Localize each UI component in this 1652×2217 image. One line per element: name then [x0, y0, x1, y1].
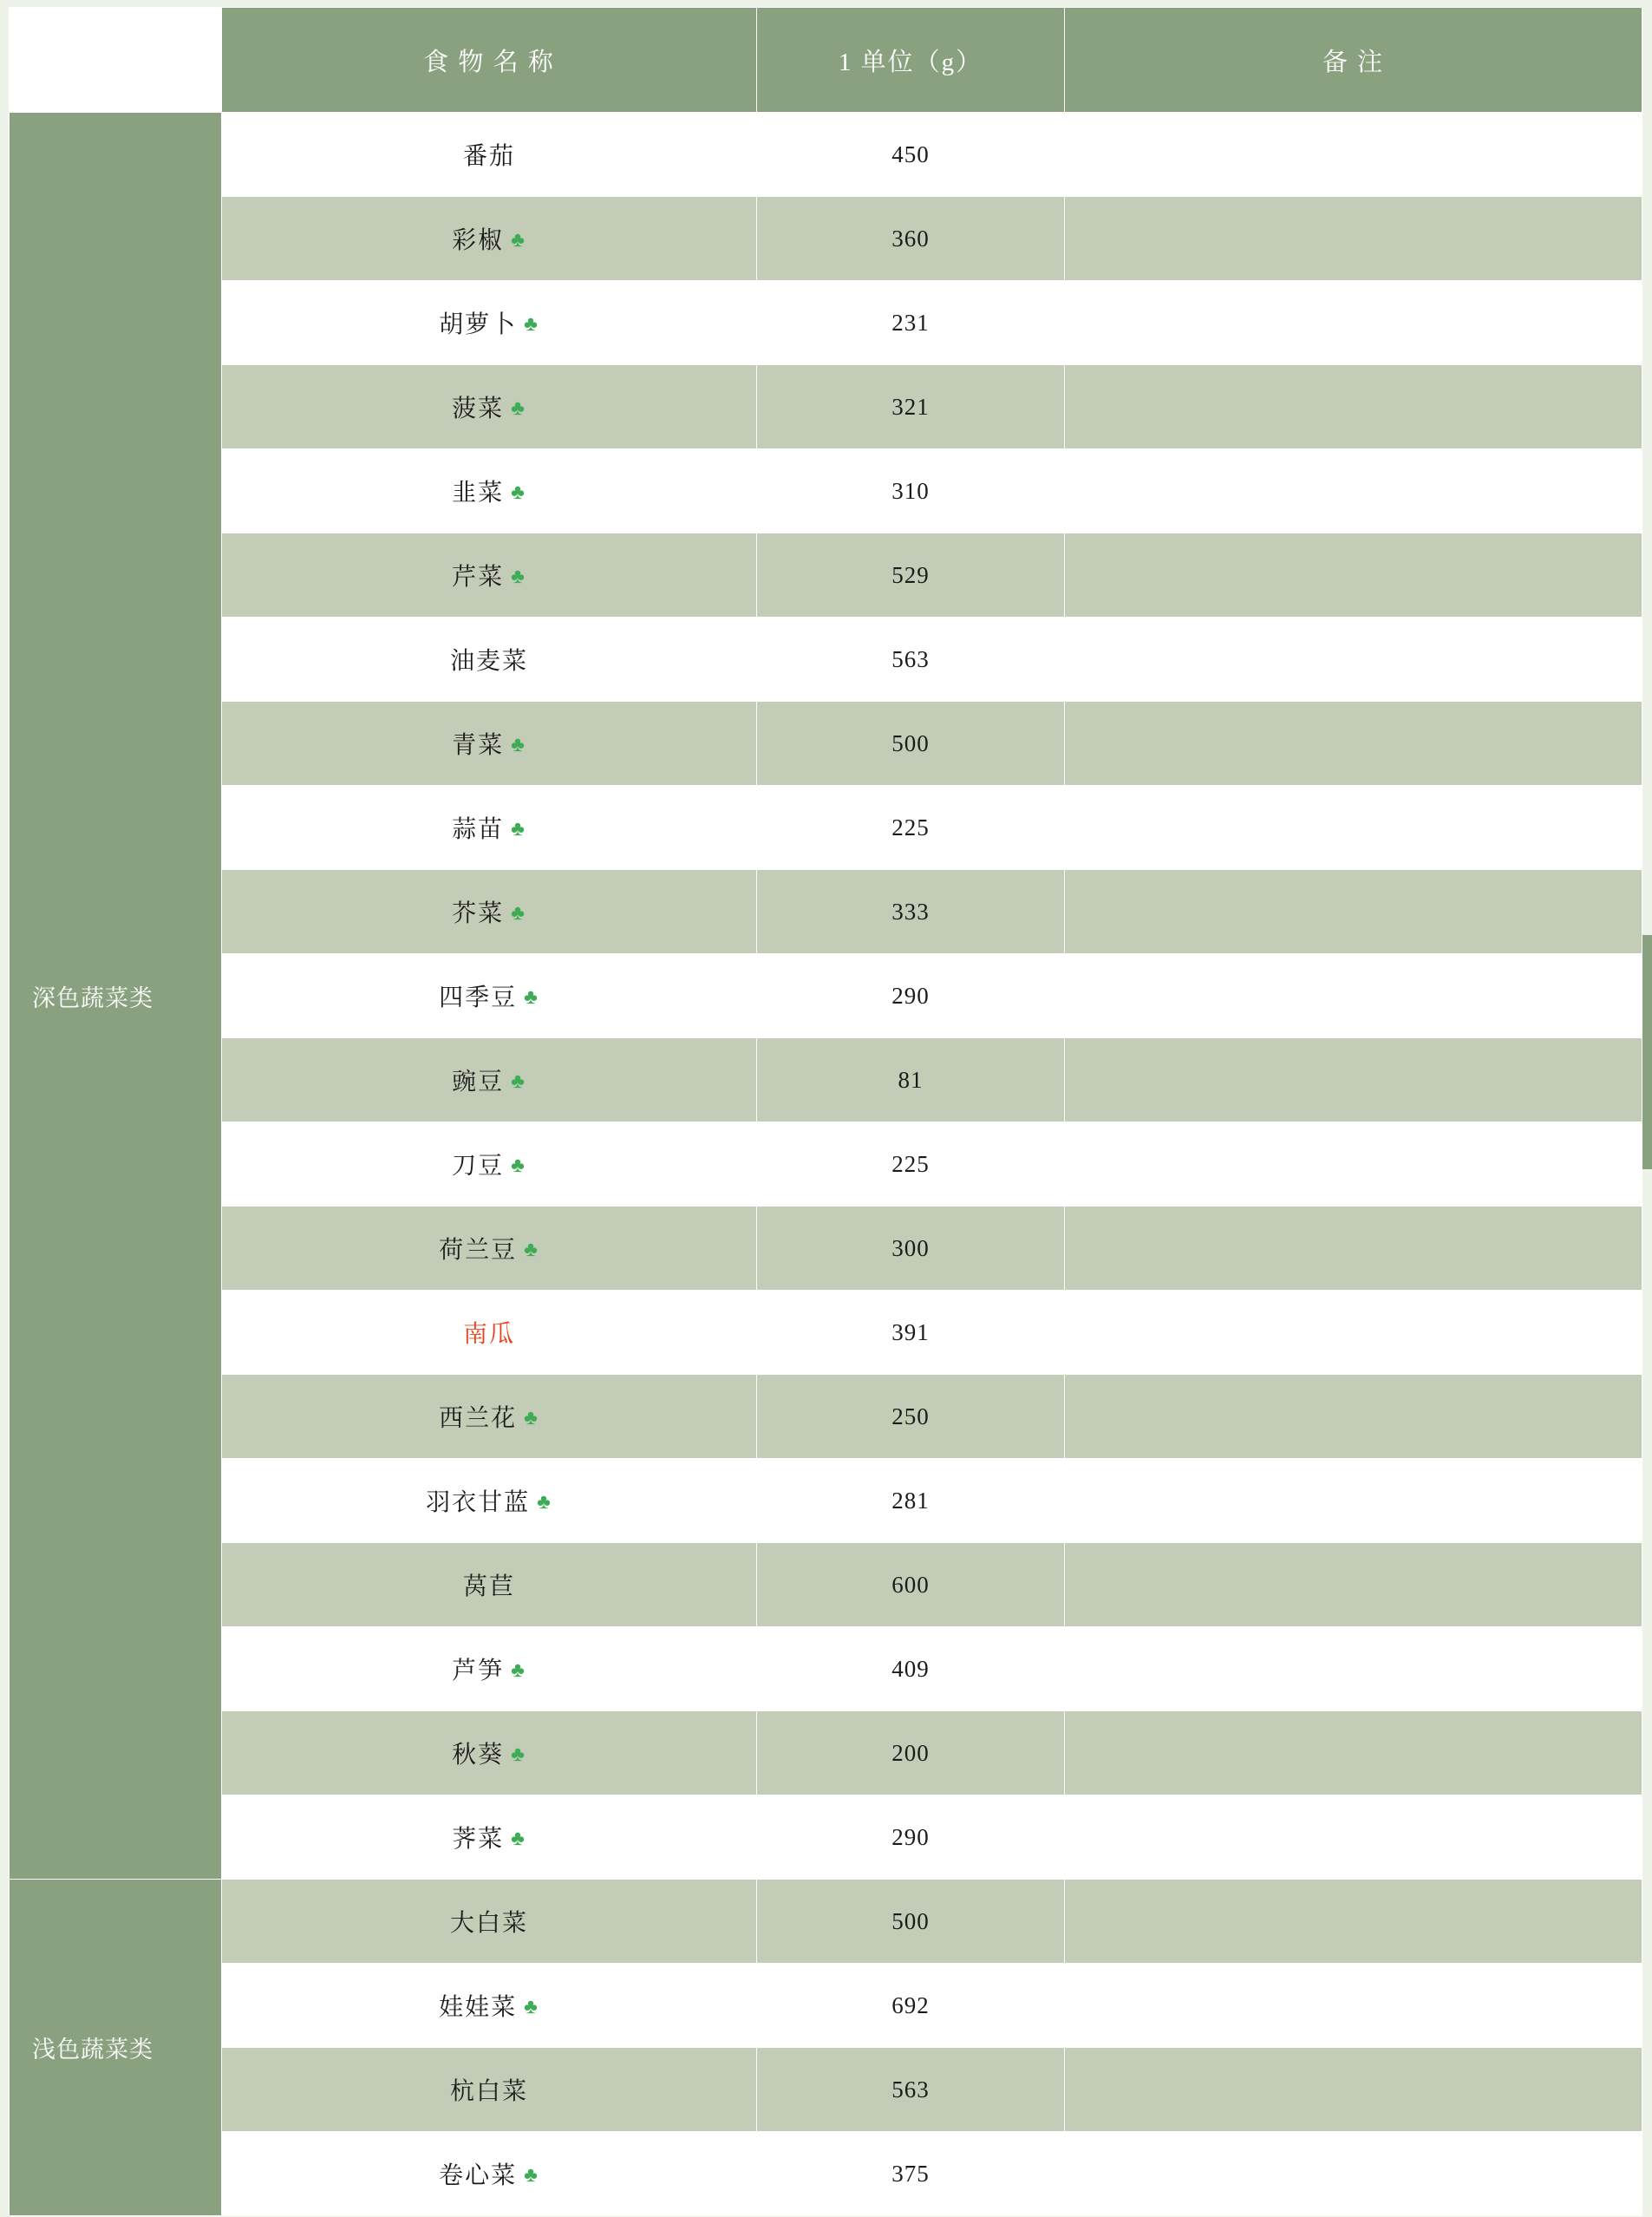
unit-grams-cell: 529: [757, 533, 1065, 618]
clover-icon: ♣: [511, 1070, 526, 1093]
table-row: [10, 1964, 1642, 2048]
unit-grams-cell: 563: [757, 2048, 1065, 2132]
food-name-cell: [222, 1038, 757, 1122]
unit-grams-cell: 563: [757, 618, 1065, 702]
food-table-wrapper: [9, 7, 1642, 2216]
food-name-text: 荠菜: [452, 1826, 505, 1853]
scroll-position-marker[interactable]: [1642, 935, 1652, 1169]
food-name-cell: [222, 1207, 757, 1291]
clover-icon: ♣: [511, 1743, 526, 1766]
table-row: [10, 533, 1642, 618]
clover-icon: ♣: [524, 1239, 539, 1261]
unit-grams-cell: 500: [757, 1880, 1065, 1964]
clover-icon: ♣: [511, 566, 526, 588]
table-row: [10, 1880, 1642, 1964]
food-name-cell: [222, 618, 757, 702]
table-row: [10, 1291, 1642, 1375]
note-cell: [1065, 702, 1642, 786]
unit-grams-cell: 391: [757, 1291, 1065, 1375]
unit-grams-cell: 231: [757, 281, 1065, 365]
table-row: [10, 1459, 1642, 1543]
clover-icon: ♣: [524, 2164, 539, 2187]
food-name-text: 四季豆: [439, 984, 518, 1011]
note-cell: [1065, 113, 1642, 197]
header-category: [10, 8, 222, 113]
note-cell: [1065, 1122, 1642, 1207]
table-row: [10, 702, 1642, 786]
table-row: [10, 618, 1642, 702]
unit-grams-cell: 360: [757, 197, 1065, 281]
note-cell: [1065, 197, 1642, 281]
food-unit-table: [9, 7, 1642, 2216]
note-cell: [1065, 618, 1642, 702]
category-cell: 深色蔬菜类: [10, 113, 222, 1880]
note-cell: [1065, 786, 1642, 870]
note-cell: [1065, 954, 1642, 1038]
food-name-text: 菠菜: [452, 396, 505, 422]
table-row: [10, 1795, 1642, 1880]
food-name-text: 韭菜: [452, 480, 505, 507]
food-name-cell: [222, 365, 757, 449]
unit-grams-cell: 225: [757, 786, 1065, 870]
table-body: [10, 113, 1642, 2216]
note-cell: [1065, 1711, 1642, 1795]
table-row: [10, 1543, 1642, 1627]
header-food-name: 食 物 名 称: [222, 8, 757, 113]
table-row: [10, 1122, 1642, 1207]
clover-icon: ♣: [524, 986, 539, 1009]
clover-icon: ♣: [511, 481, 526, 504]
unit-grams-cell: 409: [757, 1627, 1065, 1711]
food-name-cell: [222, 1711, 757, 1795]
food-name-cell: [222, 1291, 757, 1375]
table-row: [10, 197, 1642, 281]
table-row: [10, 2048, 1642, 2132]
food-name-text: 芦笋: [452, 1658, 505, 1684]
unit-grams-cell: 250: [757, 1375, 1065, 1459]
food-name-text: 荷兰豆: [439, 1237, 518, 1264]
table-row: [10, 113, 1642, 197]
clover-icon: ♣: [524, 313, 539, 336]
food-name-cell: [222, 1964, 757, 2048]
table-row: [10, 365, 1642, 449]
table-row: [10, 1207, 1642, 1291]
clover-icon: ♣: [511, 1659, 526, 1682]
table-row: [10, 954, 1642, 1038]
unit-grams-cell: 81: [757, 1038, 1065, 1122]
food-name-text: 豌豆: [452, 1069, 505, 1095]
food-name-cell: [222, 2132, 757, 2216]
food-name-cell: [222, 1880, 757, 1964]
unit-grams-cell: 500: [757, 702, 1065, 786]
note-cell: [1065, 281, 1642, 365]
food-name-text: 蒜苗: [452, 816, 505, 843]
unit-grams-cell: 300: [757, 1207, 1065, 1291]
table-row: [10, 870, 1642, 954]
food-name-text: 西兰花: [439, 1405, 518, 1432]
unit-grams-cell: 225: [757, 1122, 1065, 1207]
clover-icon: ♣: [511, 1154, 526, 1177]
header-note: 备 注: [1065, 8, 1642, 113]
note-cell: [1065, 1459, 1642, 1543]
clover-icon: ♣: [511, 397, 526, 420]
food-name-cell: [222, 870, 757, 954]
note-cell: [1065, 2048, 1642, 2132]
food-name-text: 娃娃菜: [439, 1994, 518, 2021]
clover-icon: ♣: [511, 229, 526, 252]
header-unit-grams: 1 单位（g）: [757, 8, 1065, 113]
unit-grams-cell: 375: [757, 2132, 1065, 2216]
category-cell: 浅色蔬菜类: [10, 1880, 222, 2216]
note-cell: [1065, 533, 1642, 618]
food-name-cell: [222, 2048, 757, 2132]
table-header: [10, 8, 1642, 113]
food-name-cell: [222, 197, 757, 281]
table-row: [10, 1038, 1642, 1122]
unit-grams-cell: 600: [757, 1543, 1065, 1627]
clover-icon: ♣: [511, 734, 526, 756]
note-cell: [1065, 1543, 1642, 1627]
table-row: [10, 786, 1642, 870]
note-cell: [1065, 1038, 1642, 1122]
food-name-text: 南瓜: [462, 1321, 515, 1348]
table-header-row: [10, 8, 1642, 113]
food-name-text: 卷心菜: [439, 2162, 518, 2189]
food-name-cell: [222, 449, 757, 533]
food-name-text: 青菜: [452, 732, 505, 759]
clover-icon: ♣: [511, 902, 526, 925]
table-row: [10, 449, 1642, 533]
unit-grams-cell: 321: [757, 365, 1065, 449]
note-cell: [1065, 1964, 1642, 2048]
table-row: [10, 1711, 1642, 1795]
clover-icon: ♣: [511, 818, 526, 840]
note-cell: [1065, 1880, 1642, 1964]
clover-icon: ♣: [524, 1996, 539, 2018]
food-name-text: 秋葵: [452, 1742, 505, 1769]
unit-grams-cell: 692: [757, 1964, 1065, 2048]
note-cell: [1065, 870, 1642, 954]
note-cell: [1065, 365, 1642, 449]
food-name-cell: [222, 1122, 757, 1207]
food-name-text: 大白菜: [449, 1910, 528, 1937]
food-name-cell: [222, 1627, 757, 1711]
food-name-text: 刀豆: [452, 1153, 505, 1180]
table-row: [10, 1627, 1642, 1711]
unit-grams-cell: 200: [757, 1711, 1065, 1795]
unit-grams-cell: 310: [757, 449, 1065, 533]
food-name-text: 羽衣甘蓝: [426, 1489, 531, 1516]
food-name-cell: [222, 1543, 757, 1627]
food-name-text: 杭白菜: [449, 2078, 528, 2105]
food-name-text: 胡萝卜: [439, 311, 518, 338]
food-name-cell: [222, 954, 757, 1038]
food-name-cell: [222, 113, 757, 197]
clover-icon: ♣: [537, 1491, 552, 1514]
food-name-cell: [222, 1795, 757, 1880]
food-name-text: 芹菜: [452, 564, 505, 591]
food-name-text: 芥菜: [452, 900, 505, 927]
unit-grams-cell: 333: [757, 870, 1065, 954]
food-name-cell: [222, 1459, 757, 1543]
unit-grams-cell: 281: [757, 1459, 1065, 1543]
food-name-cell: [222, 702, 757, 786]
unit-grams-cell: 290: [757, 954, 1065, 1038]
food-name-cell: [222, 281, 757, 365]
food-name-text: 油麦菜: [449, 648, 528, 675]
table-row: [10, 2132, 1642, 2216]
note-cell: [1065, 1375, 1642, 1459]
clover-icon: ♣: [524, 1407, 539, 1429]
note-cell: [1065, 2132, 1642, 2216]
clover-icon: ♣: [511, 1828, 526, 1850]
note-cell: [1065, 1627, 1642, 1711]
table-row: [10, 1375, 1642, 1459]
page-top-margin: [0, 0, 1652, 7]
table-row: [10, 281, 1642, 365]
food-name-cell: [222, 786, 757, 870]
food-name-cell: [222, 1375, 757, 1459]
note-cell: [1065, 449, 1642, 533]
page-left-margin: [0, 0, 9, 2217]
food-name-text: 番茄: [462, 143, 515, 170]
food-name-cell: [222, 533, 757, 618]
note-cell: [1065, 1291, 1642, 1375]
food-name-text: 莴苣: [462, 1573, 515, 1600]
unit-grams-cell: 290: [757, 1795, 1065, 1880]
food-name-text: 彩椒: [452, 227, 505, 254]
note-cell: [1065, 1795, 1642, 1880]
note-cell: [1065, 1207, 1642, 1291]
unit-grams-cell: 450: [757, 113, 1065, 197]
